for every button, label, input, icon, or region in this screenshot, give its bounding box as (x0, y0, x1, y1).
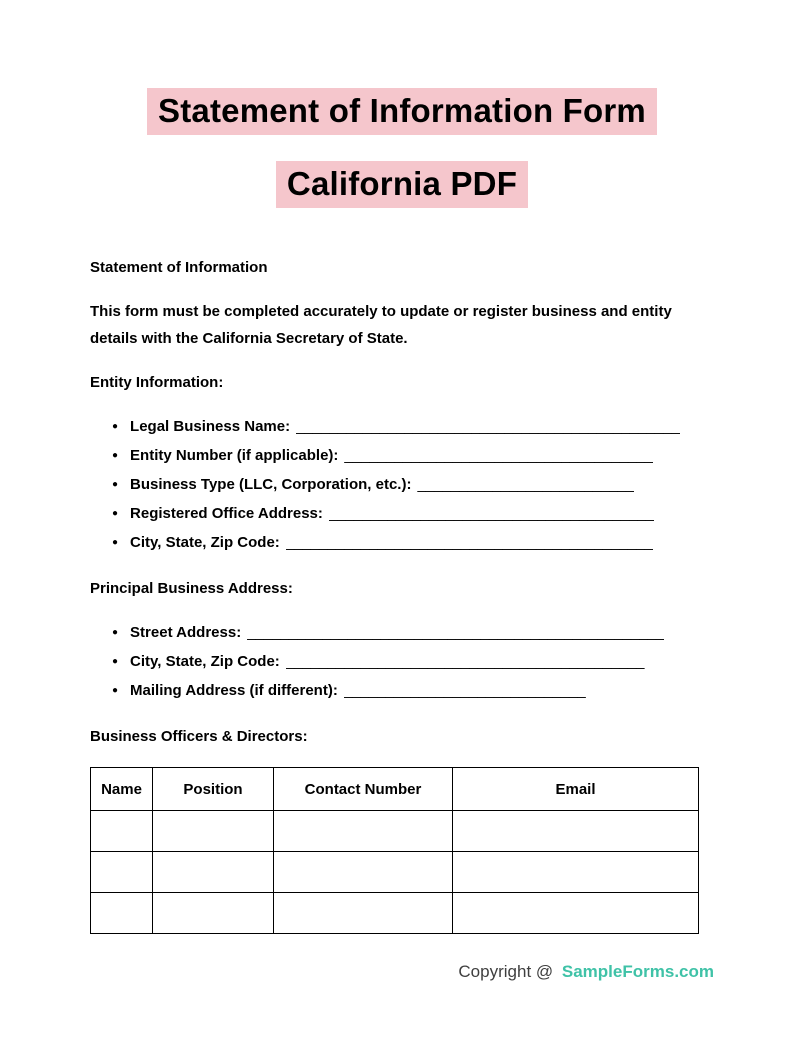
bullet-icon: ● (112, 537, 119, 548)
field-label: Registered Office Address: (130, 505, 323, 522)
list-item-business-type (112, 471, 714, 500)
list-item-legal-business-name (112, 413, 714, 442)
list-item-mailing-address (112, 677, 714, 706)
field-blank: _____________________________________ (344, 447, 654, 464)
table-row (91, 893, 699, 934)
table-row (91, 852, 699, 893)
table-cell (274, 811, 453, 852)
field-label: Legal Business Name: (130, 418, 291, 435)
field-blank: __________________________________________________ (247, 624, 665, 641)
bullet-icon: ● (112, 627, 119, 638)
principal-business-address-heading: Principal Business Address: (90, 580, 293, 597)
table-cell (274, 852, 453, 893)
entity-information-list (90, 413, 714, 558)
page-title (90, 88, 714, 208)
table-header-row (91, 768, 699, 811)
copyright-text: Copyright @ (458, 962, 554, 981)
bullet-icon: ● (112, 685, 119, 696)
table-cell (453, 852, 699, 893)
page-title-line2 (90, 161, 714, 208)
field-label: Mailing Address (if different): (130, 682, 338, 699)
bullet-icon: ● (112, 421, 119, 432)
bullet-icon: ● (112, 656, 119, 667)
list-item-entity-number (112, 442, 714, 471)
field-label: City, State, Zip Code: (130, 653, 280, 670)
table-cell (453, 893, 699, 934)
table-row (91, 811, 699, 852)
field-blank: _______________________________________ (328, 505, 655, 522)
list-item-registered-office-address (112, 500, 714, 529)
entity-information-heading: Entity Information: (90, 374, 224, 391)
column-header-email: Email (453, 768, 699, 811)
field-blank: ____________________________________________ (285, 534, 653, 551)
intro-paragraph: This form must be completed accurately to update or register business and entity details with the California Secretary of State. (90, 303, 672, 347)
footer (458, 962, 714, 982)
officers-directors-table (90, 767, 699, 934)
field-label: Street Address: (130, 624, 242, 641)
principal-business-address-list (90, 619, 714, 706)
table-cell (91, 852, 153, 893)
table-cell (91, 893, 153, 934)
table-cell (153, 893, 274, 934)
field-blank: ______________________________________________ (296, 418, 680, 435)
list-item-city-state-zip (112, 529, 714, 558)
list-item-street-address (112, 619, 714, 648)
table-cell (453, 811, 699, 852)
page-title-line1 (90, 88, 714, 135)
field-blank: _____________________________ (343, 682, 586, 699)
bullet-icon: ● (112, 479, 119, 490)
title-highlight-2: California PDF (276, 161, 528, 208)
sampleforms-link[interactable]: SampleForms.com (561, 962, 714, 981)
table-cell (153, 852, 274, 893)
table-cell (153, 811, 274, 852)
list-item-city-state-zip-2 (112, 648, 714, 677)
intro-heading: Statement of Information (90, 259, 268, 276)
table-cell (91, 811, 153, 852)
column-header-name: Name (91, 768, 153, 811)
business-officers-heading: Business Officers & Directors: (90, 728, 308, 745)
field-label: Entity Number (if applicable): (130, 447, 339, 464)
field-label: City, State, Zip Code: (130, 534, 280, 551)
column-header-position: Position (153, 768, 274, 811)
bullet-icon: ● (112, 450, 119, 461)
field-blank: ___________________________________________ (285, 653, 645, 670)
title-highlight-1: Statement of Information Form (147, 88, 657, 135)
field-label: Business Type (LLC, Corporation, etc.): (130, 476, 412, 493)
field-blank: __________________________ (417, 476, 635, 493)
table-cell (274, 893, 453, 934)
bullet-icon: ● (112, 508, 119, 519)
column-header-contact-number: Contact Number (274, 768, 453, 811)
